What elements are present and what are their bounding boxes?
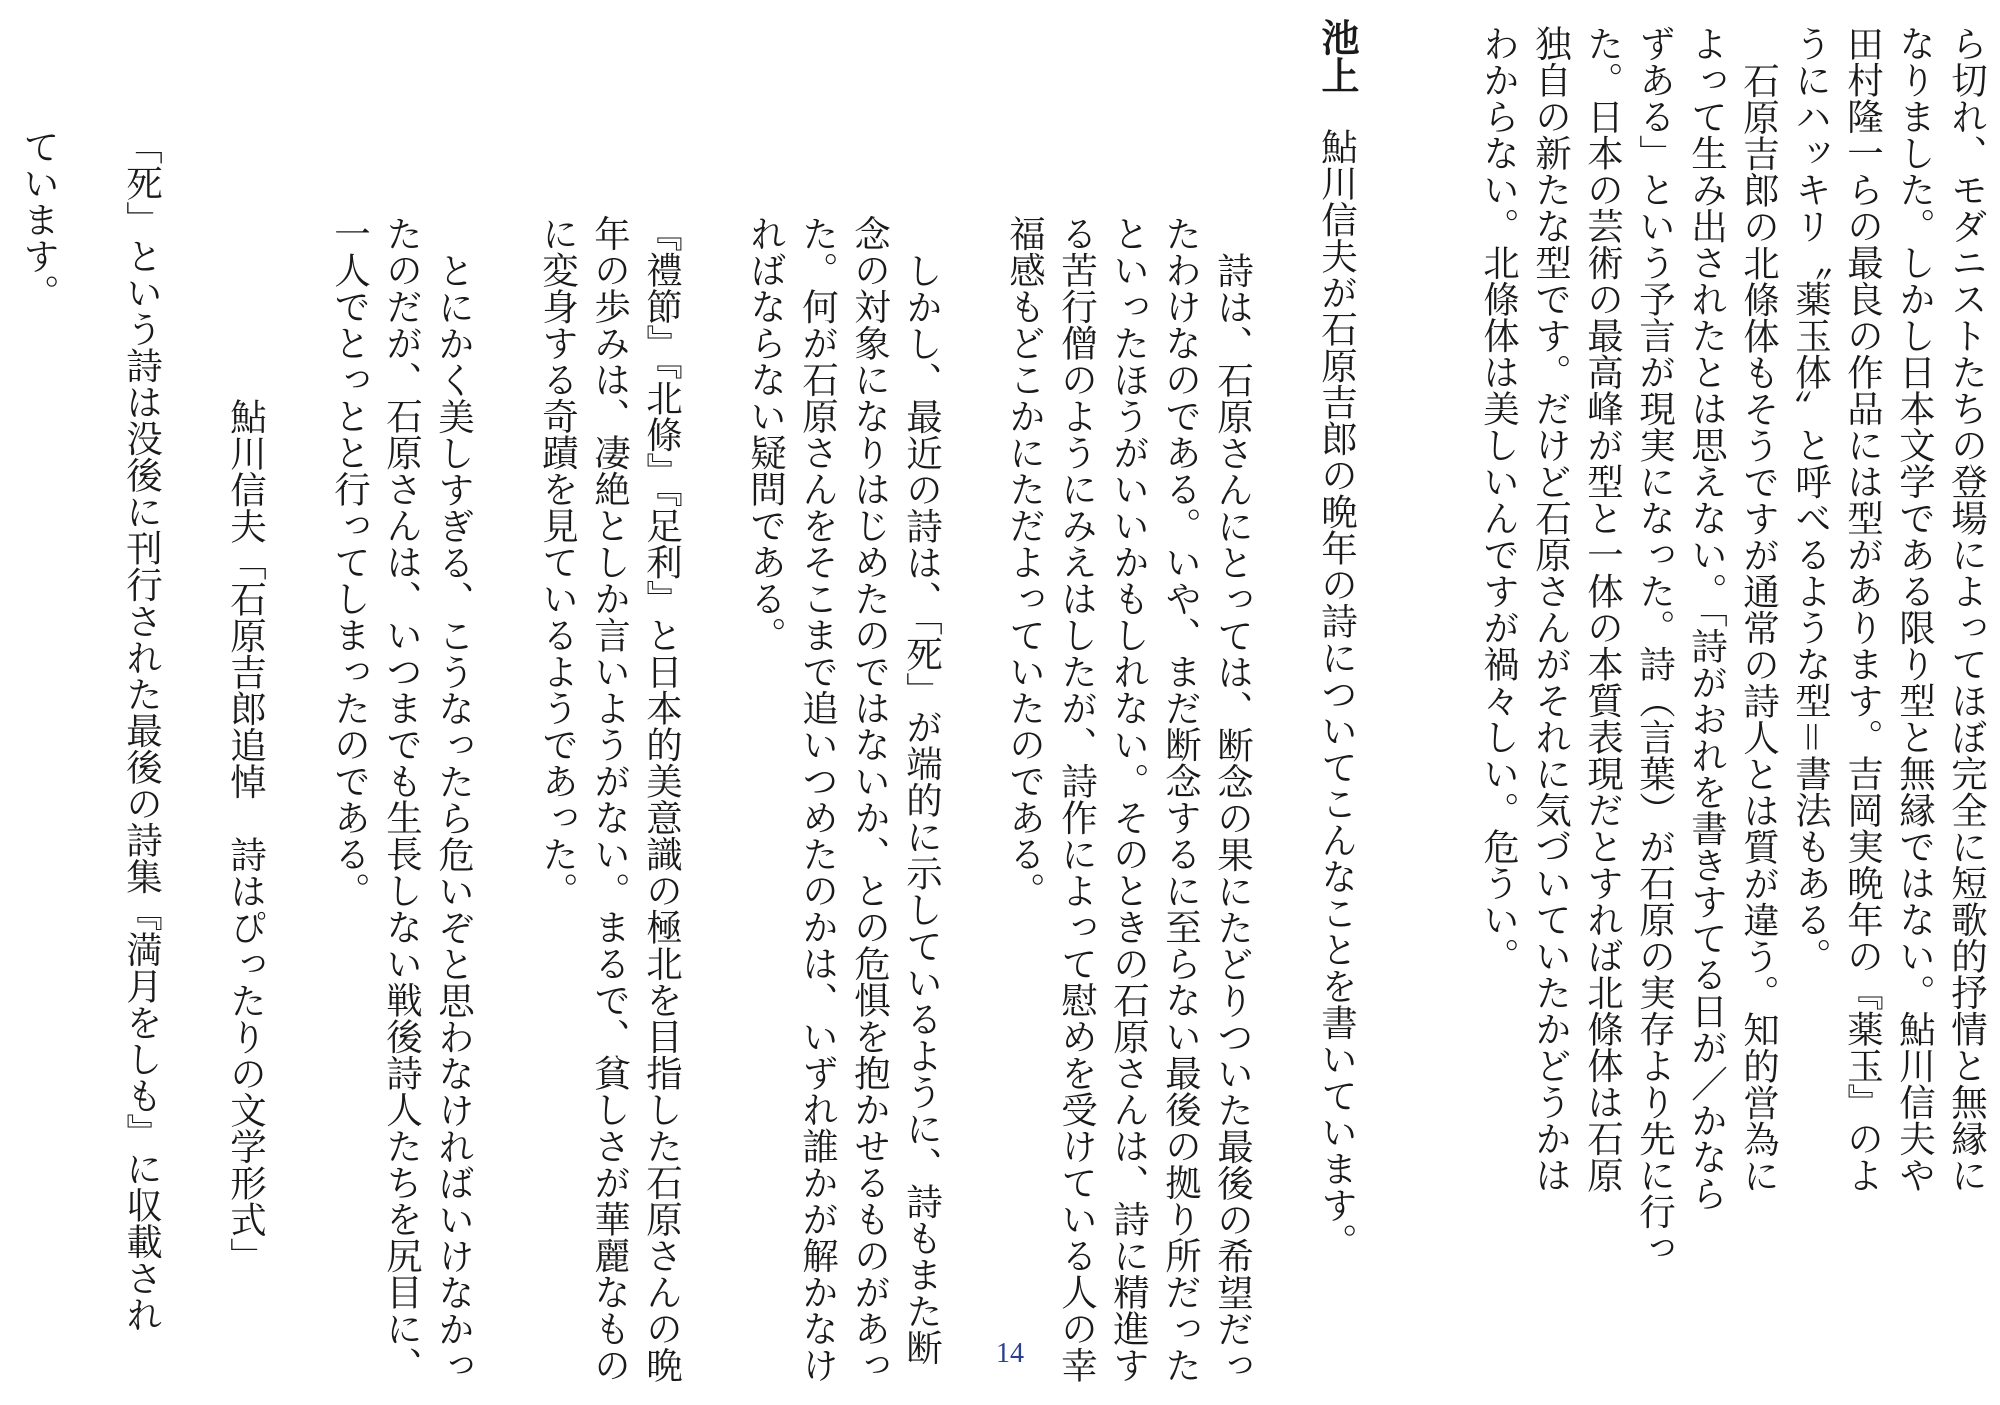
- text-column: ればならない疑問である。: [744, 215, 788, 653]
- text-column: た。日本の芸術の最高峰が型と一体の本質表現だとすれば北條体は石原: [1581, 25, 1625, 1193]
- text-column: わからない。北條体は美しいんですが禍々しい。危うい。: [1477, 25, 1521, 974]
- text-column: 一人でとっとと行ってしまったのである。: [328, 215, 372, 909]
- text-column: 鮎川信夫が石原吉郎の晩年の詩についてこんなことを書いています。: [1315, 128, 1359, 1260]
- text-column: 福感もどこかにただよっていたのである。: [1003, 215, 1047, 909]
- text-column: た。何が石原さんをそこまで追いつめたのかは、いずれ誰かが解かなけ: [796, 215, 840, 1383]
- text-column: 「死」という詩は没後に刊行された最後の詩集『満月をしも』に収載され: [120, 128, 164, 1333]
- speaker-label: 池上: [1315, 18, 1360, 94]
- text-column: 独自の新たな型です。だけど石原さんがそれに気づいていたかどうかは: [1529, 25, 1573, 1193]
- text-column: 田村隆一らの最良の作品には型があります。吉岡実晩年の『薬玉』のよ: [1841, 25, 1885, 1193]
- text-column: たわけなのである。いや、まだ断念するに至らない最後の拠り所だった: [1159, 215, 1203, 1383]
- text-column: 鮎川信夫「石原吉郎追悼 詩はぴったりの文学形式」: [224, 397, 268, 1274]
- text-column: なりました。しかし日本文学である限り型と無縁ではない。鮎川信夫や: [1893, 25, 1937, 1193]
- text-column: 詩は、石原さんにとっては、断念の果にたどりついた最後の希望だっ: [1211, 251, 1255, 1383]
- text-column: とにかく美しすぎる、こうなったら危いぞと思わなければいけなかっ: [432, 251, 476, 1383]
- text-column: ずある」という予言が現実になった。詩（言葉）が石原の実存より先に行っ: [1633, 25, 1677, 1266]
- text-column: ています。: [17, 128, 61, 311]
- text-column: 『禮節』『北條』『足利』と日本的美意識の極北を目指した石原さんの晩: [640, 215, 684, 1383]
- text-column: ら切れ、モダニストたちの登場によってほぼ完全に短歌的抒情と無縁に: [1945, 25, 1989, 1193]
- text-column: に変身する奇蹟を見ているようであった。: [536, 215, 580, 909]
- text-column: といったほうがいいかもしれない。そのときの石原さんは、詩に精進す: [1107, 215, 1151, 1383]
- text-column: 年の歩みは、凄絶としか言いようがない。まるで、貧しさが華麗なもの: [588, 215, 632, 1383]
- text-column: よって生み出されたとは思えない。「詩がおれを書きすてる日が／かなら: [1685, 25, 1729, 1212]
- text-column: 石原吉郎の北條体もそうですが通常の詩人とは質が違う。知的営為に: [1737, 61, 1781, 1193]
- text-column: うにハッキリ〝薬玉体〟と呼べるような型＝書法もある。: [1789, 25, 1833, 974]
- text-column: 念の対象になりはじめたのではないか、との危惧を抱かせるものがあっ: [848, 215, 892, 1383]
- text-column: たのだが、石原さんは、いつまでも生長しない戦後詩人たちを尻目に、: [380, 215, 424, 1383]
- text-column: しかし、最近の詩は、「死」が端的に示しているように、詩もまた断: [900, 251, 944, 1365]
- text-column: る苦行僧のようにみえはしたが、詩作によって慰めを受けている人の幸: [1055, 215, 1099, 1383]
- page-number: 14: [996, 1338, 1024, 1369]
